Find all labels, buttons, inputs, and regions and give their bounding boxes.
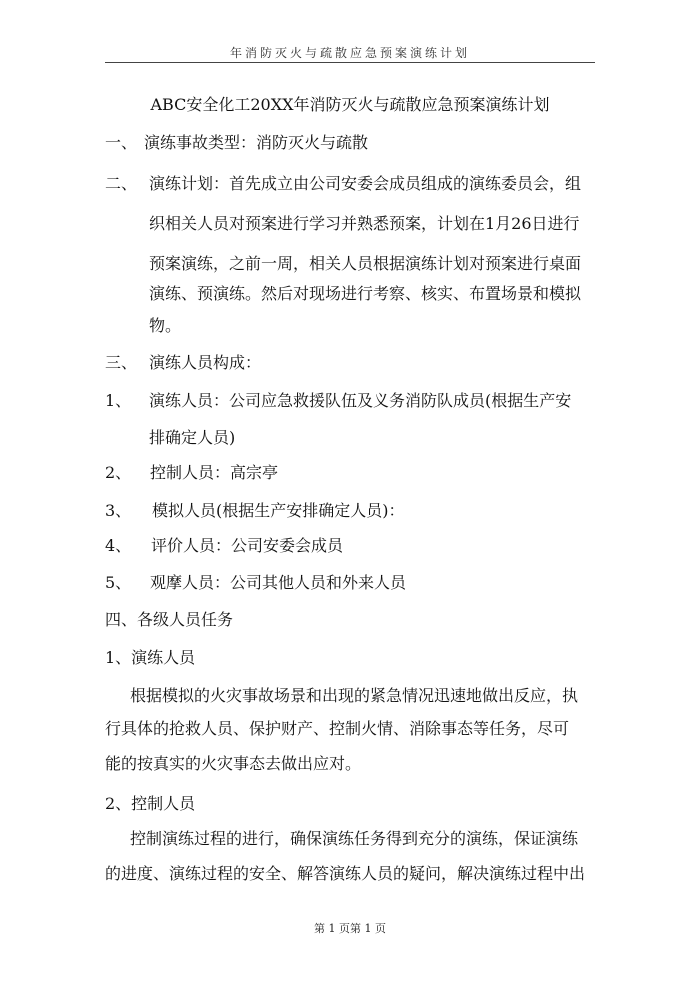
section-2-line: 预案演练，之前一周，相关人员根据演练计划对预案进行桌面 xyxy=(149,254,582,273)
paragraph-line: 控制演练过程的进行，确保演练任务得到充分的演练，保证演练 xyxy=(130,829,579,848)
section-2-line: 物。 xyxy=(149,316,182,335)
personnel-item-4 xyxy=(105,533,343,556)
personnel-item-text: 模拟人员(根据生产安排确定人员)： xyxy=(152,501,405,520)
header-divider xyxy=(105,62,595,63)
personnel-item-5 xyxy=(105,570,406,593)
personnel-item-marker: 2、 xyxy=(105,463,132,482)
personnel-item-text: 评价人员：公司安委会成员 xyxy=(151,536,344,555)
section-2-line: 演练、预演练。然后对现场进行考察、核实、布置场景和模拟 xyxy=(149,284,582,303)
section-3-heading-text: 演练人员构成： xyxy=(149,353,262,372)
personnel-item-text: 观摩人员：公司其他人员和外来人员 xyxy=(150,573,407,592)
section-2-line: 织相关人员对预案进行学习并熟悉预案，计划在1月26日进行 xyxy=(149,214,580,233)
personnel-item-text: 演练人员：公司应急救援队伍及义务消防队成员(根据生产安 xyxy=(149,391,572,410)
section-2-marker: 二、 xyxy=(105,174,138,193)
section-4-heading: 四、各级人员任务 xyxy=(105,610,234,629)
personnel-item-2 xyxy=(105,460,278,483)
page-number-footer: 第 1 页第 1 页 xyxy=(314,922,386,935)
document-title: ABC安全化工20XX年消防灭火与疏散应急预案演练计划 xyxy=(150,95,550,114)
personnel-item-marker: 4、 xyxy=(105,536,132,555)
section-1 xyxy=(105,130,368,153)
paragraph-line: 能的按真实的火灾事态去做出应对。 xyxy=(105,754,362,773)
personnel-item-1-continuation: 排确定人员) xyxy=(149,428,236,447)
subsection-heading: 1、演练人员 xyxy=(105,648,196,667)
subsection-heading: 2、控制人员 xyxy=(105,794,196,813)
section-2-line: 演练计划：首先成立由公司安委会成员组成的演练委员会，组 xyxy=(149,174,582,193)
personnel-item-marker: 3、 xyxy=(105,501,132,520)
personnel-item-3 xyxy=(105,498,405,521)
section-3-heading xyxy=(105,350,261,373)
section-1-marker: 一、 xyxy=(105,133,138,152)
section-3-marker: 三、 xyxy=(105,353,138,372)
section-2-first-line xyxy=(105,171,581,194)
personnel-item-text: 控制人员：高宗亭 xyxy=(150,463,279,482)
paragraph-line: 根据模拟的火灾事故场景和出现的紧急情况迅速地做出反应，执 xyxy=(130,686,579,705)
paragraph-line: 行具体的抢救人员、保护财产、控制火情、消除事态等任务，尽可 xyxy=(105,719,570,738)
personnel-item-marker: 1、 xyxy=(105,391,132,410)
personnel-item-1 xyxy=(105,388,571,411)
personnel-item-marker: 5、 xyxy=(105,573,132,592)
paragraph-line: 的进度、演练过程的安全、解答演练人员的疑问，解决演练过程中出 xyxy=(105,864,586,883)
section-1-text: 演练事故类型：消防灭火与疏散 xyxy=(144,133,369,152)
page-header-title: 年消防灭火与疏散应急预案演练计划 xyxy=(229,46,470,60)
